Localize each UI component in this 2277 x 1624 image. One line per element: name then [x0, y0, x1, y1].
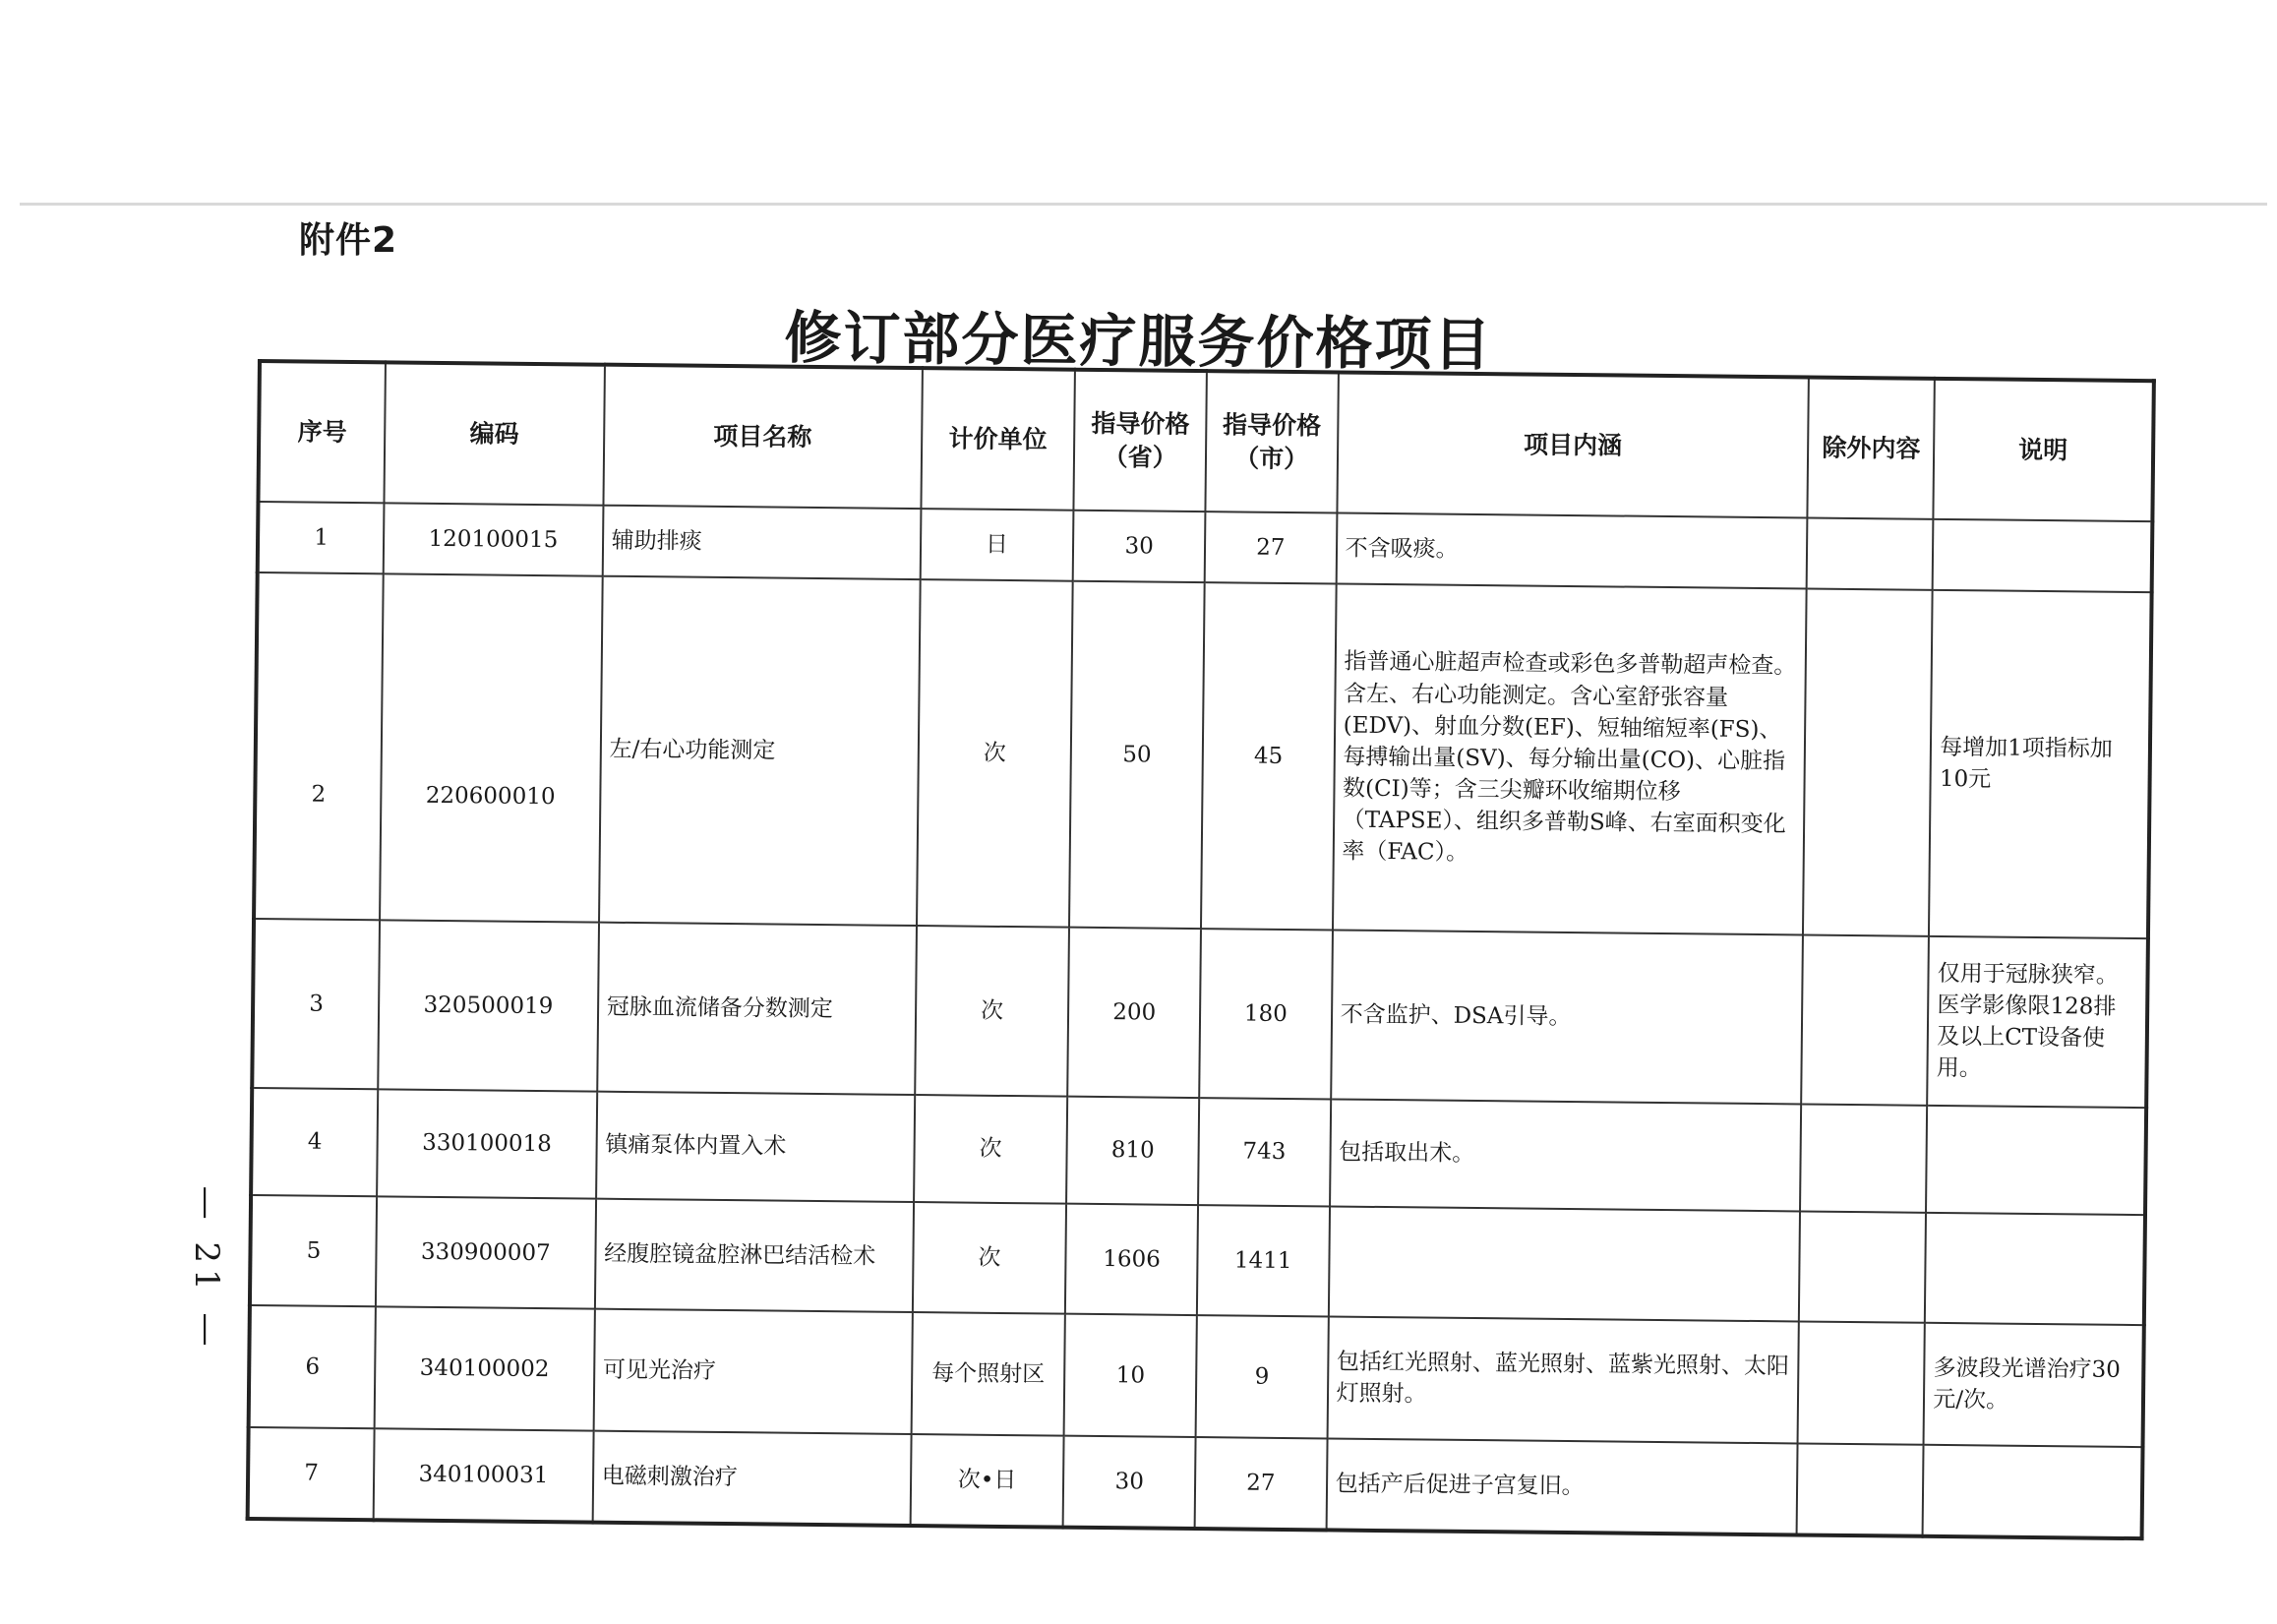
cell-name: 辅助排痰: [602, 506, 921, 579]
header-price-province: [1074, 370, 1207, 511]
cell-exclusions: [1803, 589, 1933, 936]
cell-price-province: 30: [1063, 1436, 1196, 1529]
cell-index: 5: [250, 1195, 377, 1306]
cell-unit: 次: [917, 579, 1074, 928]
cell-price-city: 180: [1199, 929, 1332, 1099]
cell-content: 包括产后促进子宫复旧。: [1326, 1438, 1798, 1534]
cell-notes: 每增加1项指标加10元: [1929, 590, 2151, 938]
header-code: 编码: [384, 362, 604, 505]
cell-price-province: 1606: [1065, 1204, 1198, 1315]
page-title: 修订部分医疗服务价格项目: [784, 304, 1493, 379]
cell-notes: [1933, 519, 2152, 592]
header-notes: 说明: [1934, 379, 2154, 521]
header-unit: 计价单位: [921, 368, 1075, 511]
page-number: — 21 —: [187, 1185, 226, 1353]
cell-price-city: 9: [1196, 1315, 1329, 1438]
header-price-province-line2: （省）: [1103, 443, 1177, 472]
table-row: [250, 1195, 2145, 1325]
header-price-province-line1: 指导价格: [1091, 409, 1190, 440]
cell-code: 120100015: [384, 503, 603, 575]
header-index: 序号: [258, 361, 386, 503]
cell-price-province: 810: [1066, 1097, 1199, 1205]
cell-name: 镇痛泵体内置入术: [596, 1092, 915, 1202]
cell-content: 包括取出术。: [1330, 1099, 1802, 1211]
cell-content: 指普通心脏超声检查或彩色多普勒超声检查。含左、右心功能测定。含心室舒张容量(EDV)、射血分数(EF)、短轴缩短率(FS)、每搏输出量(SV)、每分输出量(CO)、心脏指数(CI)等；含三尖瓣环收缩期位移（TAPSE）、组织多普勒S峰、右室面积变化率（FAC）。: [1333, 583, 1807, 934]
attachment-label: 附件2: [299, 220, 398, 261]
cell-code: 340100031: [374, 1428, 594, 1522]
cell-exclusions: [1801, 934, 1929, 1105]
cell-price-city: 27: [1195, 1437, 1328, 1530]
cell-index: 2: [254, 572, 384, 920]
cell-unit: 日: [920, 509, 1074, 581]
price-table-container: [246, 359, 2156, 1540]
cell-exclusions: [1799, 1211, 1926, 1322]
cell-unit: 次: [915, 926, 1070, 1097]
table-row: [251, 1088, 2146, 1215]
cell-name: 左/右心功能测定: [599, 576, 921, 926]
cell-code: 330100018: [377, 1089, 597, 1198]
cell-name: 冠脉血流储备分数测定: [597, 923, 917, 1095]
cell-price-city: 1411: [1197, 1205, 1330, 1316]
cell-unit: 次•日: [910, 1434, 1064, 1528]
cell-code: 220600010: [380, 573, 602, 922]
header-exclusions: 除外内容: [1808, 378, 1936, 519]
table-row: [249, 1305, 2144, 1447]
cell-notes: [1926, 1106, 2146, 1215]
cell-content: [1328, 1206, 1800, 1321]
cell-name: 可见光治疗: [593, 1309, 912, 1434]
header-name: 项目名称: [603, 365, 922, 509]
header-price-city-line2: （市）: [1234, 444, 1309, 474]
cell-index: 7: [248, 1427, 375, 1520]
scan-edge-line: [20, 203, 2267, 206]
cell-price-province: 10: [1064, 1314, 1197, 1437]
table-row: [248, 1427, 2143, 1538]
cell-exclusions: [1797, 1443, 1924, 1535]
cell-price-city: 743: [1198, 1098, 1331, 1206]
header-price-city-line1: 指导价格: [1222, 410, 1322, 441]
cell-content: 不含吸痰。: [1336, 512, 1807, 588]
cell-content: 包括红光照射、蓝光照射、蓝紫光照射、太阳灯照射。: [1327, 1316, 1799, 1443]
cell-unit: 次: [912, 1202, 1066, 1314]
cell-name: 电磁刺激治疗: [592, 1431, 911, 1526]
cell-index: 3: [252, 919, 380, 1089]
cell-unit: 次: [914, 1095, 1068, 1204]
cell-index: 1: [258, 502, 385, 573]
cell-exclusions: [1800, 1104, 1927, 1212]
cell-price-province: 200: [1068, 928, 1201, 1098]
cell-exclusions: [1807, 518, 1934, 590]
cell-price-province: 30: [1073, 511, 1205, 582]
cell-code: 330900007: [376, 1196, 596, 1308]
cell-name: 经腹腔镜盆腔淋巴结活检术: [595, 1199, 914, 1312]
table-row: [252, 919, 2148, 1108]
cell-price-city: 27: [1205, 511, 1337, 583]
cell-notes: [1925, 1213, 2145, 1325]
table-row: [254, 572, 2152, 938]
cell-notes: 多波段光谱治疗30元/次。: [1924, 1323, 2144, 1447]
cell-unit: 每个照射区: [911, 1312, 1065, 1436]
cell-price-province: 50: [1069, 581, 1204, 929]
header-price-city: [1205, 371, 1338, 512]
cell-price-city: 45: [1201, 582, 1336, 930]
cell-code: 320500019: [378, 920, 598, 1091]
table-header-row: [258, 361, 2153, 521]
cell-notes: 仅用于冠脉狭窄。医学影像限128排及以上CT设备使用。: [1927, 936, 2148, 1108]
cell-index: 6: [249, 1305, 376, 1428]
cell-notes: [1923, 1445, 2143, 1538]
header-content: 项目内涵: [1337, 373, 1809, 518]
cell-index: 4: [251, 1088, 378, 1196]
cell-content: 不含监护、DSA引导。: [1331, 930, 1803, 1104]
price-table: [246, 359, 2156, 1540]
cell-exclusions: [1798, 1321, 1925, 1444]
cell-code: 340100002: [375, 1306, 595, 1430]
